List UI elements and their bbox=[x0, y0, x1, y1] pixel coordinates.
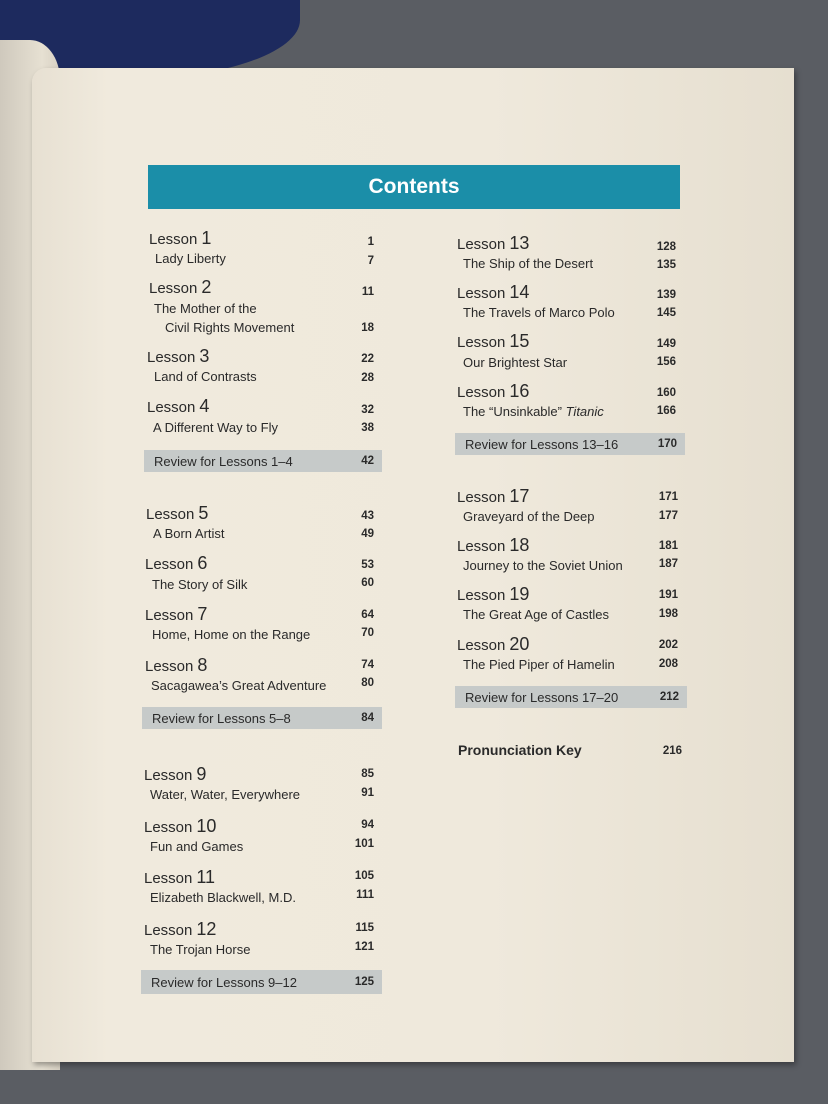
lesson-label: Lesson bbox=[457, 285, 506, 302]
lesson-1-page: 1 bbox=[367, 236, 374, 248]
lesson-3-heading[interactable] bbox=[147, 346, 209, 367]
lesson-label: Lesson bbox=[144, 767, 193, 784]
lesson-3-title[interactable]: Land of Contrasts bbox=[154, 369, 257, 384]
lesson-19-page: 191 bbox=[658, 589, 678, 601]
lesson-20-page: 202 bbox=[658, 639, 678, 651]
lesson-20-title-page: 208 bbox=[658, 658, 678, 670]
lesson-1-title-page: 7 bbox=[367, 255, 374, 267]
lesson-20-heading[interactable] bbox=[457, 634, 529, 655]
lesson-6-heading[interactable] bbox=[145, 553, 207, 574]
review-label: Review for Lessons 1–4 bbox=[154, 453, 293, 469]
review-lessons-1-4[interactable] bbox=[144, 450, 382, 472]
pronunciation-key-page: 216 bbox=[662, 745, 682, 757]
lesson-number: 6 bbox=[197, 553, 208, 573]
lesson-1-heading[interactable] bbox=[149, 228, 211, 249]
lesson-14-title-page: 145 bbox=[656, 307, 676, 319]
lesson-16-heading[interactable] bbox=[457, 381, 529, 402]
lesson-label: Lesson bbox=[457, 384, 506, 401]
lesson-16-title-page: 166 bbox=[656, 405, 676, 417]
review-lessons-9-12[interactable] bbox=[141, 970, 382, 994]
lesson-13-title[interactable]: The Ship of the Desert bbox=[463, 256, 594, 271]
lesson-number: 11 bbox=[196, 867, 216, 887]
lesson-3-title-page: 28 bbox=[361, 372, 374, 384]
lesson-number: 1 bbox=[201, 228, 212, 248]
lesson-9-title-page: 91 bbox=[361, 787, 374, 799]
lesson-label: Lesson bbox=[457, 489, 506, 506]
lesson-label: Lesson bbox=[457, 334, 506, 351]
lesson-label: Lesson bbox=[145, 556, 194, 573]
review-label: Review for Lessons 17–20 bbox=[465, 689, 619, 705]
lesson-2-page: 11 bbox=[361, 286, 374, 298]
lesson-5-title-page: 49 bbox=[361, 528, 374, 540]
lesson-label: Lesson bbox=[457, 637, 506, 654]
lesson-19-title[interactable]: The Great Age of Castles bbox=[463, 607, 609, 622]
lesson-7-title-page: 70 bbox=[361, 627, 374, 639]
lesson-number: 12 bbox=[196, 919, 217, 939]
lesson-7-title[interactable]: Home, Home on the Range bbox=[152, 627, 311, 642]
lesson-label: Lesson bbox=[457, 538, 506, 555]
lesson-8-heading[interactable] bbox=[145, 655, 207, 676]
lesson-19-title-page: 198 bbox=[658, 608, 678, 620]
lesson-10-heading[interactable] bbox=[144, 816, 216, 837]
review-label: Review for Lessons 5–8 bbox=[152, 710, 291, 726]
lesson-13-page: 128 bbox=[656, 241, 676, 253]
review-label: Review for Lessons 9–12 bbox=[151, 974, 297, 990]
lesson-label: Lesson bbox=[457, 236, 506, 253]
lesson-number: 4 bbox=[199, 396, 210, 416]
lesson-10-title-page: 101 bbox=[354, 838, 374, 850]
lesson-7-heading[interactable] bbox=[145, 604, 207, 625]
lesson-2-title-line2[interactable]: Civil Rights Movement bbox=[165, 320, 295, 335]
lesson-label: Lesson bbox=[149, 231, 198, 248]
lesson-20-title[interactable]: The Pied Piper of Hamelin bbox=[463, 657, 615, 672]
lesson-5-title[interactable]: A Born Artist bbox=[153, 526, 225, 541]
lesson-9-page: 85 bbox=[361, 768, 374, 780]
lesson-11-heading[interactable] bbox=[144, 867, 215, 888]
lesson-10-title[interactable]: Fun and Games bbox=[150, 839, 244, 854]
lesson-number: 18 bbox=[509, 535, 530, 555]
lesson-2-title-line1[interactable]: The Mother of the bbox=[154, 301, 257, 316]
lesson-number: 2 bbox=[201, 277, 212, 297]
lesson-8-page: 74 bbox=[361, 659, 374, 671]
lesson-number: 19 bbox=[509, 584, 530, 604]
lesson-13-title-page: 135 bbox=[656, 259, 676, 271]
lesson-label: Lesson bbox=[145, 607, 194, 624]
review-page: 125 bbox=[354, 976, 374, 988]
lesson-11-page: 105 bbox=[354, 870, 374, 882]
lesson-14-heading[interactable] bbox=[457, 282, 529, 303]
lesson-15-heading[interactable] bbox=[457, 331, 529, 352]
lesson-2-heading[interactable] bbox=[149, 277, 211, 298]
lesson-number: 17 bbox=[509, 486, 530, 506]
lesson-4-title[interactable]: A Different Way to Fly bbox=[153, 420, 278, 435]
lesson-8-title-page: 80 bbox=[361, 677, 374, 689]
contents-title: Contents bbox=[368, 175, 460, 198]
lesson-4-title-page: 38 bbox=[361, 422, 374, 434]
lesson-label: Lesson bbox=[145, 658, 194, 675]
review-page: 42 bbox=[361, 455, 374, 467]
lesson-number: 13 bbox=[509, 233, 530, 253]
lesson-9-title[interactable]: Water, Water, Everywhere bbox=[150, 787, 301, 802]
lesson-1-title[interactable]: Lady Liberty bbox=[155, 251, 226, 266]
lesson-18-heading[interactable] bbox=[457, 535, 529, 556]
lesson-label: Lesson bbox=[147, 399, 196, 416]
pronunciation-key[interactable]: Pronunciation Key bbox=[458, 742, 582, 758]
lesson-number: 5 bbox=[198, 503, 209, 523]
lesson-label: Lesson bbox=[146, 506, 195, 523]
lesson-6-page: 53 bbox=[361, 559, 374, 571]
lesson-number: 3 bbox=[199, 346, 210, 366]
review-lessons-17-20[interactable] bbox=[455, 686, 687, 708]
lesson-14-page: 139 bbox=[656, 289, 676, 301]
lesson-12-heading[interactable] bbox=[144, 919, 216, 940]
lesson-number: 15 bbox=[509, 331, 530, 351]
lesson-5-heading[interactable] bbox=[146, 503, 208, 524]
title-text: The “Unsinkable” bbox=[463, 404, 566, 419]
lesson-11-title[interactable]: Elizabeth Blackwell, M.D. bbox=[150, 890, 296, 905]
lesson-number: 8 bbox=[197, 655, 208, 675]
lesson-number: 14 bbox=[509, 282, 530, 302]
lesson-label: Lesson bbox=[144, 922, 193, 939]
lesson-17-title[interactable]: Graveyard of the Deep bbox=[463, 509, 595, 524]
lesson-13-heading[interactable] bbox=[457, 233, 529, 254]
lesson-6-title[interactable]: The Story of Silk bbox=[152, 577, 248, 592]
review-lessons-5-8[interactable] bbox=[142, 707, 382, 729]
lesson-5-page: 43 bbox=[361, 510, 374, 522]
lesson-14-title[interactable]: The Travels of Marco Polo bbox=[463, 305, 615, 320]
lesson-3-page: 22 bbox=[361, 353, 374, 365]
lesson-10-page: 94 bbox=[361, 819, 374, 831]
lesson-number: 7 bbox=[197, 604, 208, 624]
lesson-7-page: 64 bbox=[361, 609, 374, 621]
lesson-8-title[interactable]: Sacagawea’s Great Adventure bbox=[151, 678, 327, 693]
lesson-18-page: 181 bbox=[658, 540, 678, 552]
lesson-number: 10 bbox=[196, 816, 217, 836]
lesson-4-heading[interactable] bbox=[147, 396, 209, 417]
lesson-16-page: 160 bbox=[656, 387, 676, 399]
lesson-number: 16 bbox=[509, 381, 530, 401]
lesson-17-page: 171 bbox=[658, 491, 678, 503]
contents-heading bbox=[148, 165, 680, 209]
review-page: 84 bbox=[361, 712, 374, 724]
lesson-12-title-page: 121 bbox=[354, 941, 374, 953]
review-label: Review for Lessons 13–16 bbox=[465, 436, 619, 452]
lesson-number: 9 bbox=[196, 764, 207, 784]
lesson-4-page: 32 bbox=[361, 404, 374, 416]
review-page: 212 bbox=[659, 691, 679, 703]
lesson-label: Lesson bbox=[457, 587, 506, 604]
lesson-19-heading[interactable] bbox=[457, 584, 529, 605]
lesson-15-title[interactable]: Our Brightest Star bbox=[463, 355, 568, 370]
lesson-18-title-page: 187 bbox=[658, 558, 678, 570]
lesson-label: Lesson bbox=[147, 349, 196, 366]
review-page: 170 bbox=[657, 438, 677, 450]
lesson-9-heading[interactable] bbox=[144, 764, 206, 785]
lesson-18-title[interactable]: Journey to the Soviet Union bbox=[463, 558, 623, 573]
lesson-17-heading[interactable] bbox=[457, 486, 529, 507]
lesson-label: Lesson bbox=[144, 819, 193, 836]
lesson-15-title-page: 156 bbox=[656, 356, 676, 368]
lesson-17-title-page: 177 bbox=[658, 510, 678, 522]
lesson-label: Lesson bbox=[144, 870, 193, 887]
lesson-6-title-page: 60 bbox=[361, 577, 374, 589]
lesson-12-title[interactable]: The Trojan Horse bbox=[150, 942, 251, 957]
title-italic-text: Titanic bbox=[565, 404, 604, 419]
lesson-number: 20 bbox=[509, 634, 530, 654]
lesson-11-title-page: 111 bbox=[356, 889, 374, 901]
lesson-label: Lesson bbox=[149, 280, 198, 297]
lesson-2-title-page: 18 bbox=[361, 322, 374, 334]
lesson-12-page: 115 bbox=[355, 922, 374, 934]
lesson-15-page: 149 bbox=[656, 338, 676, 350]
lesson-16-title[interactable] bbox=[463, 404, 604, 419]
review-lessons-13-16[interactable] bbox=[455, 433, 685, 455]
